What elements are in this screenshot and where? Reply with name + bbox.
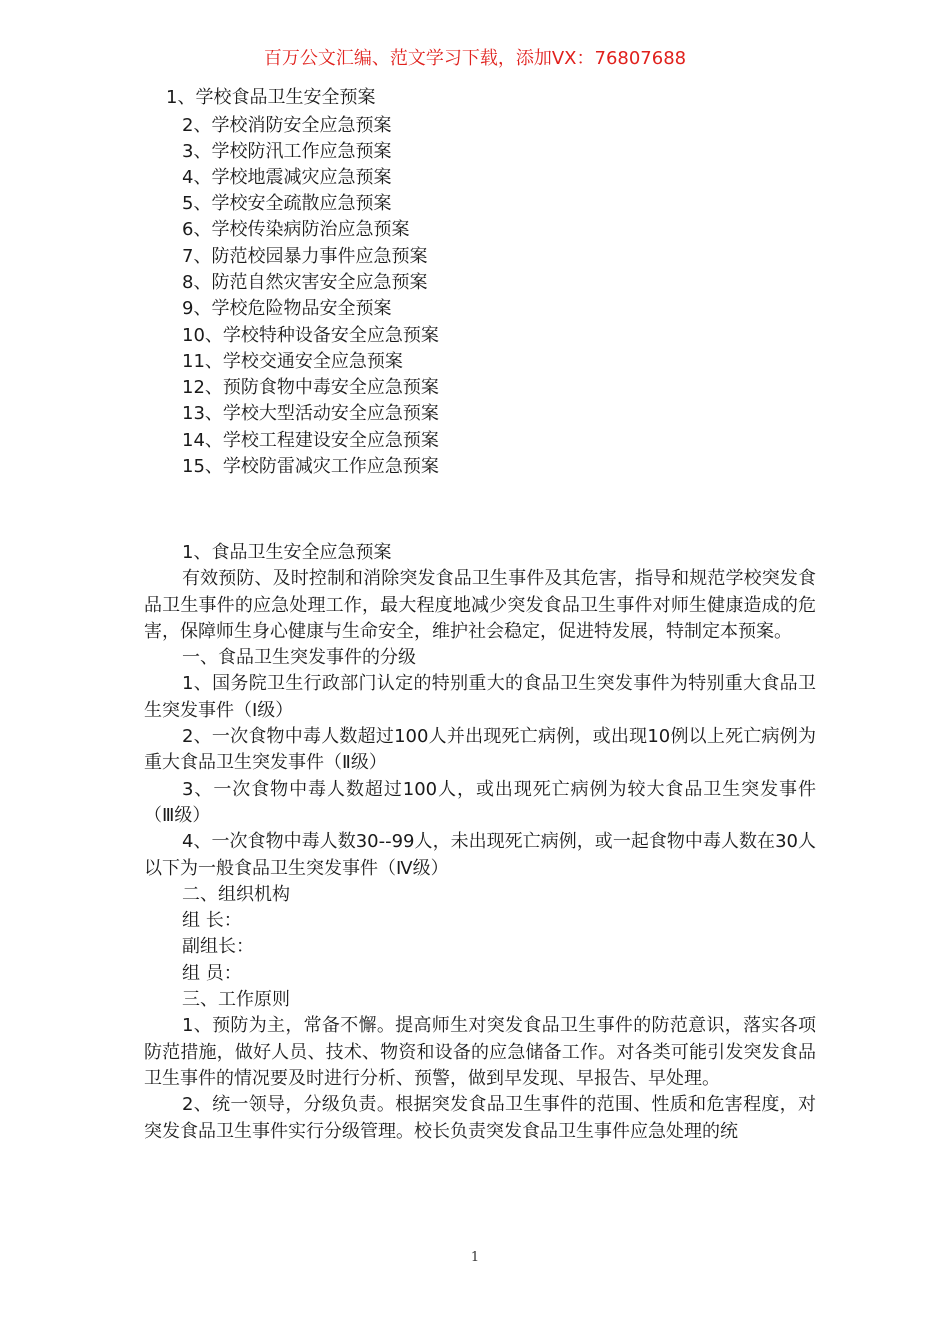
section-heading: 一、食品卫生突发事件的分级 bbox=[182, 647, 416, 669]
toc-item: 14、学校工程建设安全应急预案 bbox=[182, 430, 439, 451]
toc-item: 1、学校食品卫生安全预案 bbox=[166, 87, 376, 108]
toc-item: 11、学校交通安全应急预案 bbox=[182, 351, 403, 372]
toc-item: 3、学校防汛工作应急预案 bbox=[182, 141, 392, 162]
toc-item: 15、学校防雷减灾工作应急预案 bbox=[182, 456, 439, 477]
org-role-deputy: 副组长： bbox=[182, 936, 254, 958]
paragraph: 4、一次食物中毒人数30--99人，未出现死亡病例，或一起食物中毒人数在30人以下为一般食品卫生突发事件（Ⅳ级） bbox=[144, 831, 816, 879]
toc-item: 2、学校消防安全应急预案 bbox=[182, 115, 392, 136]
paragraph: 2、一次食物中毒人数超过100人并出现死亡病例，或出现10例以上死亡病例为重大食品卫生突发事件（Ⅱ级） bbox=[144, 726, 816, 774]
toc-item: 7、防范校园暴力事件应急预案 bbox=[182, 246, 428, 267]
org-role-member: 组 员： bbox=[182, 962, 242, 984]
paragraph: 3、一次食物中毒人数超过100人，或出现死亡病例为较大食品卫生突发事件（Ⅲ级） bbox=[144, 778, 816, 826]
toc-item: 13、学校大型活动安全应急预案 bbox=[182, 403, 439, 424]
org-role-leader: 组 长： bbox=[182, 910, 242, 932]
toc-item: 5、学校安全疏散应急预案 bbox=[182, 193, 392, 214]
paragraph: 1、预防为主，常备不懈。提高师生对突发食品卫生事件的防范意识，落实各项防范措施，做好人员、技术、物资和设备的应急储备工作。对各类可能引发突发食品卫生事件的情况要及时进行分析、预警，做到早发现、早报告、早处理。 bbox=[144, 1015, 816, 1089]
section-heading: 三、工作原则 bbox=[182, 989, 290, 1011]
paragraph: 1、国务院卫生行政部门认定的特别重大的食品卫生突发事件为特别重大食品卫生突发事件（Ⅰ级） bbox=[144, 673, 816, 721]
page-number: 1 bbox=[470, 1250, 480, 1265]
toc-item: 6、学校传染病防治应急预案 bbox=[182, 219, 410, 240]
toc-item: 8、防范自然灾害安全应急预案 bbox=[182, 272, 428, 293]
toc-item: 12、预防食物中毒安全应急预案 bbox=[182, 377, 439, 398]
paragraph: 有效预防、及时控制和消除突发食品卫生事件及其危害，指导和规范学校突发食品卫生事件的应急处理工作，最大程度地减少突发食品卫生事件对师生健康造成的危害，保障师生身心健康与生命安全，维护社会稳定，促进特发展，特制定本预案。 bbox=[144, 568, 816, 642]
watermark-header: 百万公文汇编、范文学习下载，添加VX：76807688 bbox=[263, 48, 687, 69]
document-body bbox=[144, 540, 816, 1145]
toc-item: 10、学校特种设备安全应急预案 bbox=[182, 325, 439, 346]
section-heading: 二、组织机构 bbox=[182, 883, 290, 905]
toc-item: 9、学校危险物品安全预案 bbox=[182, 298, 392, 319]
paragraph: 2、统一领导，分级负责。根据突发食品卫生事件的范围、性质和危害程度，对突发食品卫生事件实行分级管理。校长负责突发食品卫生事件应急处理的统 bbox=[144, 1094, 816, 1142]
section-title: 1、食品卫生安全应急预案 bbox=[182, 542, 392, 563]
toc-item: 4、学校地震减灾应急预案 bbox=[182, 167, 392, 188]
